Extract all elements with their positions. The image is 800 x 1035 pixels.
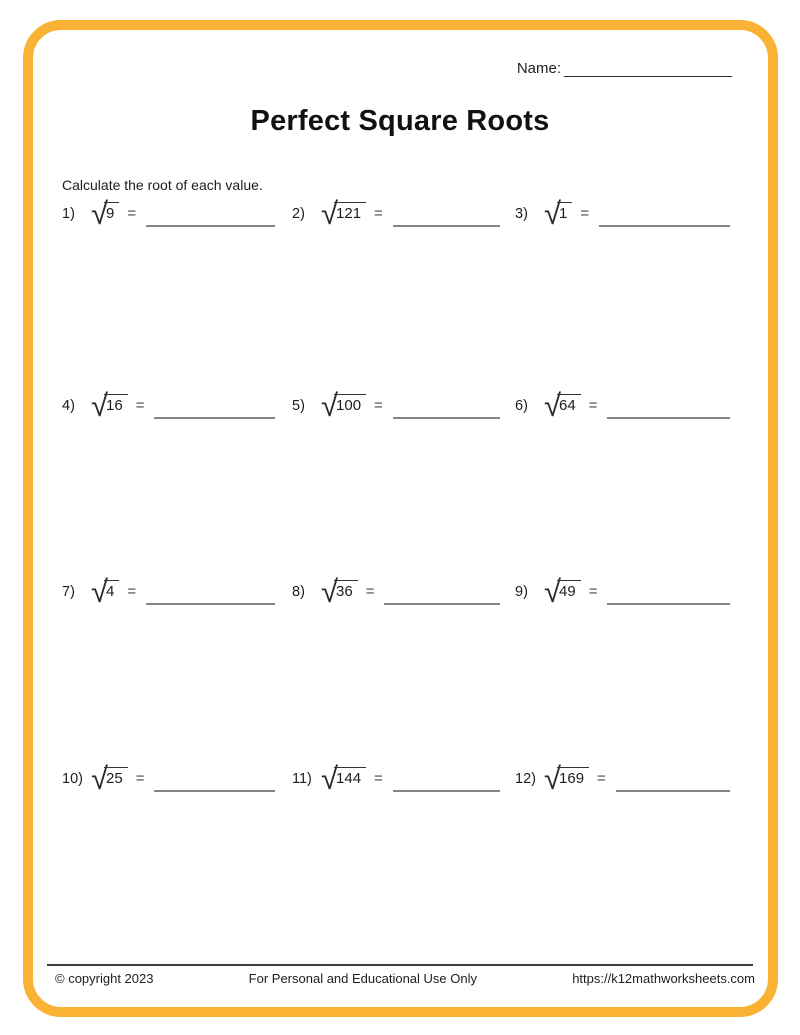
- problem-number: 1): [62, 206, 75, 222]
- radical-sign: √: [91, 196, 109, 231]
- square-root-expression: [544, 763, 589, 794]
- problem-9: [515, 576, 730, 610]
- name-blank-line: [564, 61, 732, 77]
- radical-sign: √: [91, 388, 109, 423]
- problems-row-1: [62, 198, 730, 232]
- radical-sign: √: [544, 574, 562, 609]
- instruction-text: Calculate the root of each value.: [62, 177, 263, 193]
- radical-sign: √: [321, 388, 339, 423]
- problems-row-2: [62, 390, 730, 424]
- problem-number: 9): [515, 584, 528, 600]
- problem-number: 2): [292, 206, 305, 222]
- problem-number: 12): [515, 771, 536, 787]
- square-root-expression: [321, 198, 366, 229]
- answer-blank: [607, 576, 730, 605]
- page-title: Perfect Square Roots: [250, 105, 550, 137]
- square-root-expression: [321, 576, 358, 607]
- equals-sign: =: [374, 397, 383, 414]
- equals-sign: =: [135, 770, 145, 787]
- square-root-expression: [544, 198, 572, 229]
- square-root-expression: [91, 763, 128, 794]
- square-root-expression: [91, 198, 119, 229]
- problem-number: 4): [62, 398, 75, 414]
- equals-sign: =: [597, 770, 606, 787]
- answer-blank: [393, 198, 500, 227]
- radicand: 144: [334, 767, 366, 786]
- radicand: 25: [104, 767, 128, 786]
- problem-number: 8): [292, 584, 305, 600]
- problem-number: 5): [292, 398, 305, 414]
- answer-blank: [393, 390, 500, 419]
- radicand: 16: [104, 394, 128, 413]
- equals-sign: =: [588, 583, 598, 600]
- radicand: 64: [557, 394, 581, 413]
- problem-4: [62, 390, 292, 424]
- problems-row-4: [62, 763, 730, 797]
- equals-sign: =: [135, 397, 145, 414]
- radicand: 49: [557, 580, 581, 599]
- square-root-expression: [544, 390, 581, 421]
- problem-number: 10): [62, 771, 83, 787]
- radical-sign: √: [544, 761, 562, 796]
- answer-blank: [146, 576, 275, 605]
- radical-sign: √: [321, 761, 339, 796]
- problem-number: 7): [62, 584, 75, 600]
- problem-12: [515, 763, 730, 797]
- problems-grid: [62, 198, 730, 838]
- equals-sign: =: [374, 205, 383, 222]
- problem-11: [292, 763, 515, 797]
- radical-sign: √: [321, 196, 339, 231]
- square-root-expression: [91, 390, 128, 421]
- radicand: 1: [557, 202, 572, 221]
- problem-1: [62, 198, 292, 232]
- radicand: 36: [334, 580, 358, 599]
- problem-8: [292, 576, 515, 610]
- radical-sign: √: [91, 574, 109, 609]
- equals-sign: =: [588, 397, 598, 414]
- problem-2: [292, 198, 515, 232]
- answer-blank: [154, 763, 275, 792]
- answer-blank: [146, 198, 275, 227]
- radicand: 169: [557, 767, 589, 786]
- problem-3: [515, 198, 730, 232]
- equals-sign: =: [127, 583, 137, 600]
- answer-blank: [599, 198, 730, 227]
- answer-blank: [616, 763, 730, 792]
- problems-row-3: [62, 576, 730, 610]
- footer: [55, 971, 755, 986]
- square-root-expression: [91, 576, 119, 607]
- equals-sign: =: [365, 583, 375, 600]
- equals-sign: =: [127, 205, 137, 222]
- equals-sign: =: [374, 770, 383, 787]
- radicand: 100: [334, 394, 366, 413]
- problem-10: [62, 763, 292, 797]
- square-root-expression: [321, 390, 366, 421]
- answer-blank: [384, 576, 500, 605]
- radical-sign: √: [91, 761, 109, 796]
- problem-6: [515, 390, 730, 424]
- equals-sign: =: [580, 205, 590, 222]
- square-root-expression: [544, 576, 581, 607]
- usage-text: For Personal and Educational Use Only: [248, 971, 478, 986]
- problem-number: 11): [292, 771, 312, 787]
- name-label: Name:: [516, 60, 561, 77]
- radical-sign: √: [544, 388, 562, 423]
- problem-7: [62, 576, 292, 610]
- square-root-expression: [321, 763, 366, 794]
- answer-blank: [154, 390, 275, 419]
- problem-number: 3): [515, 206, 528, 222]
- radicand: 9: [104, 202, 119, 221]
- answer-blank: [607, 390, 730, 419]
- copyright-text: © copyright 2023: [55, 971, 154, 986]
- website-url: https://k12mathworksheets.com: [572, 971, 755, 986]
- problem-5: [292, 390, 515, 424]
- name-row: [517, 60, 732, 77]
- radicand: 4: [104, 580, 119, 599]
- radicand: 121: [334, 202, 366, 221]
- problem-number: 6): [515, 398, 528, 414]
- radical-sign: √: [544, 196, 562, 231]
- footer-divider: [47, 964, 753, 966]
- answer-blank: [393, 763, 500, 792]
- radical-sign: √: [321, 574, 339, 609]
